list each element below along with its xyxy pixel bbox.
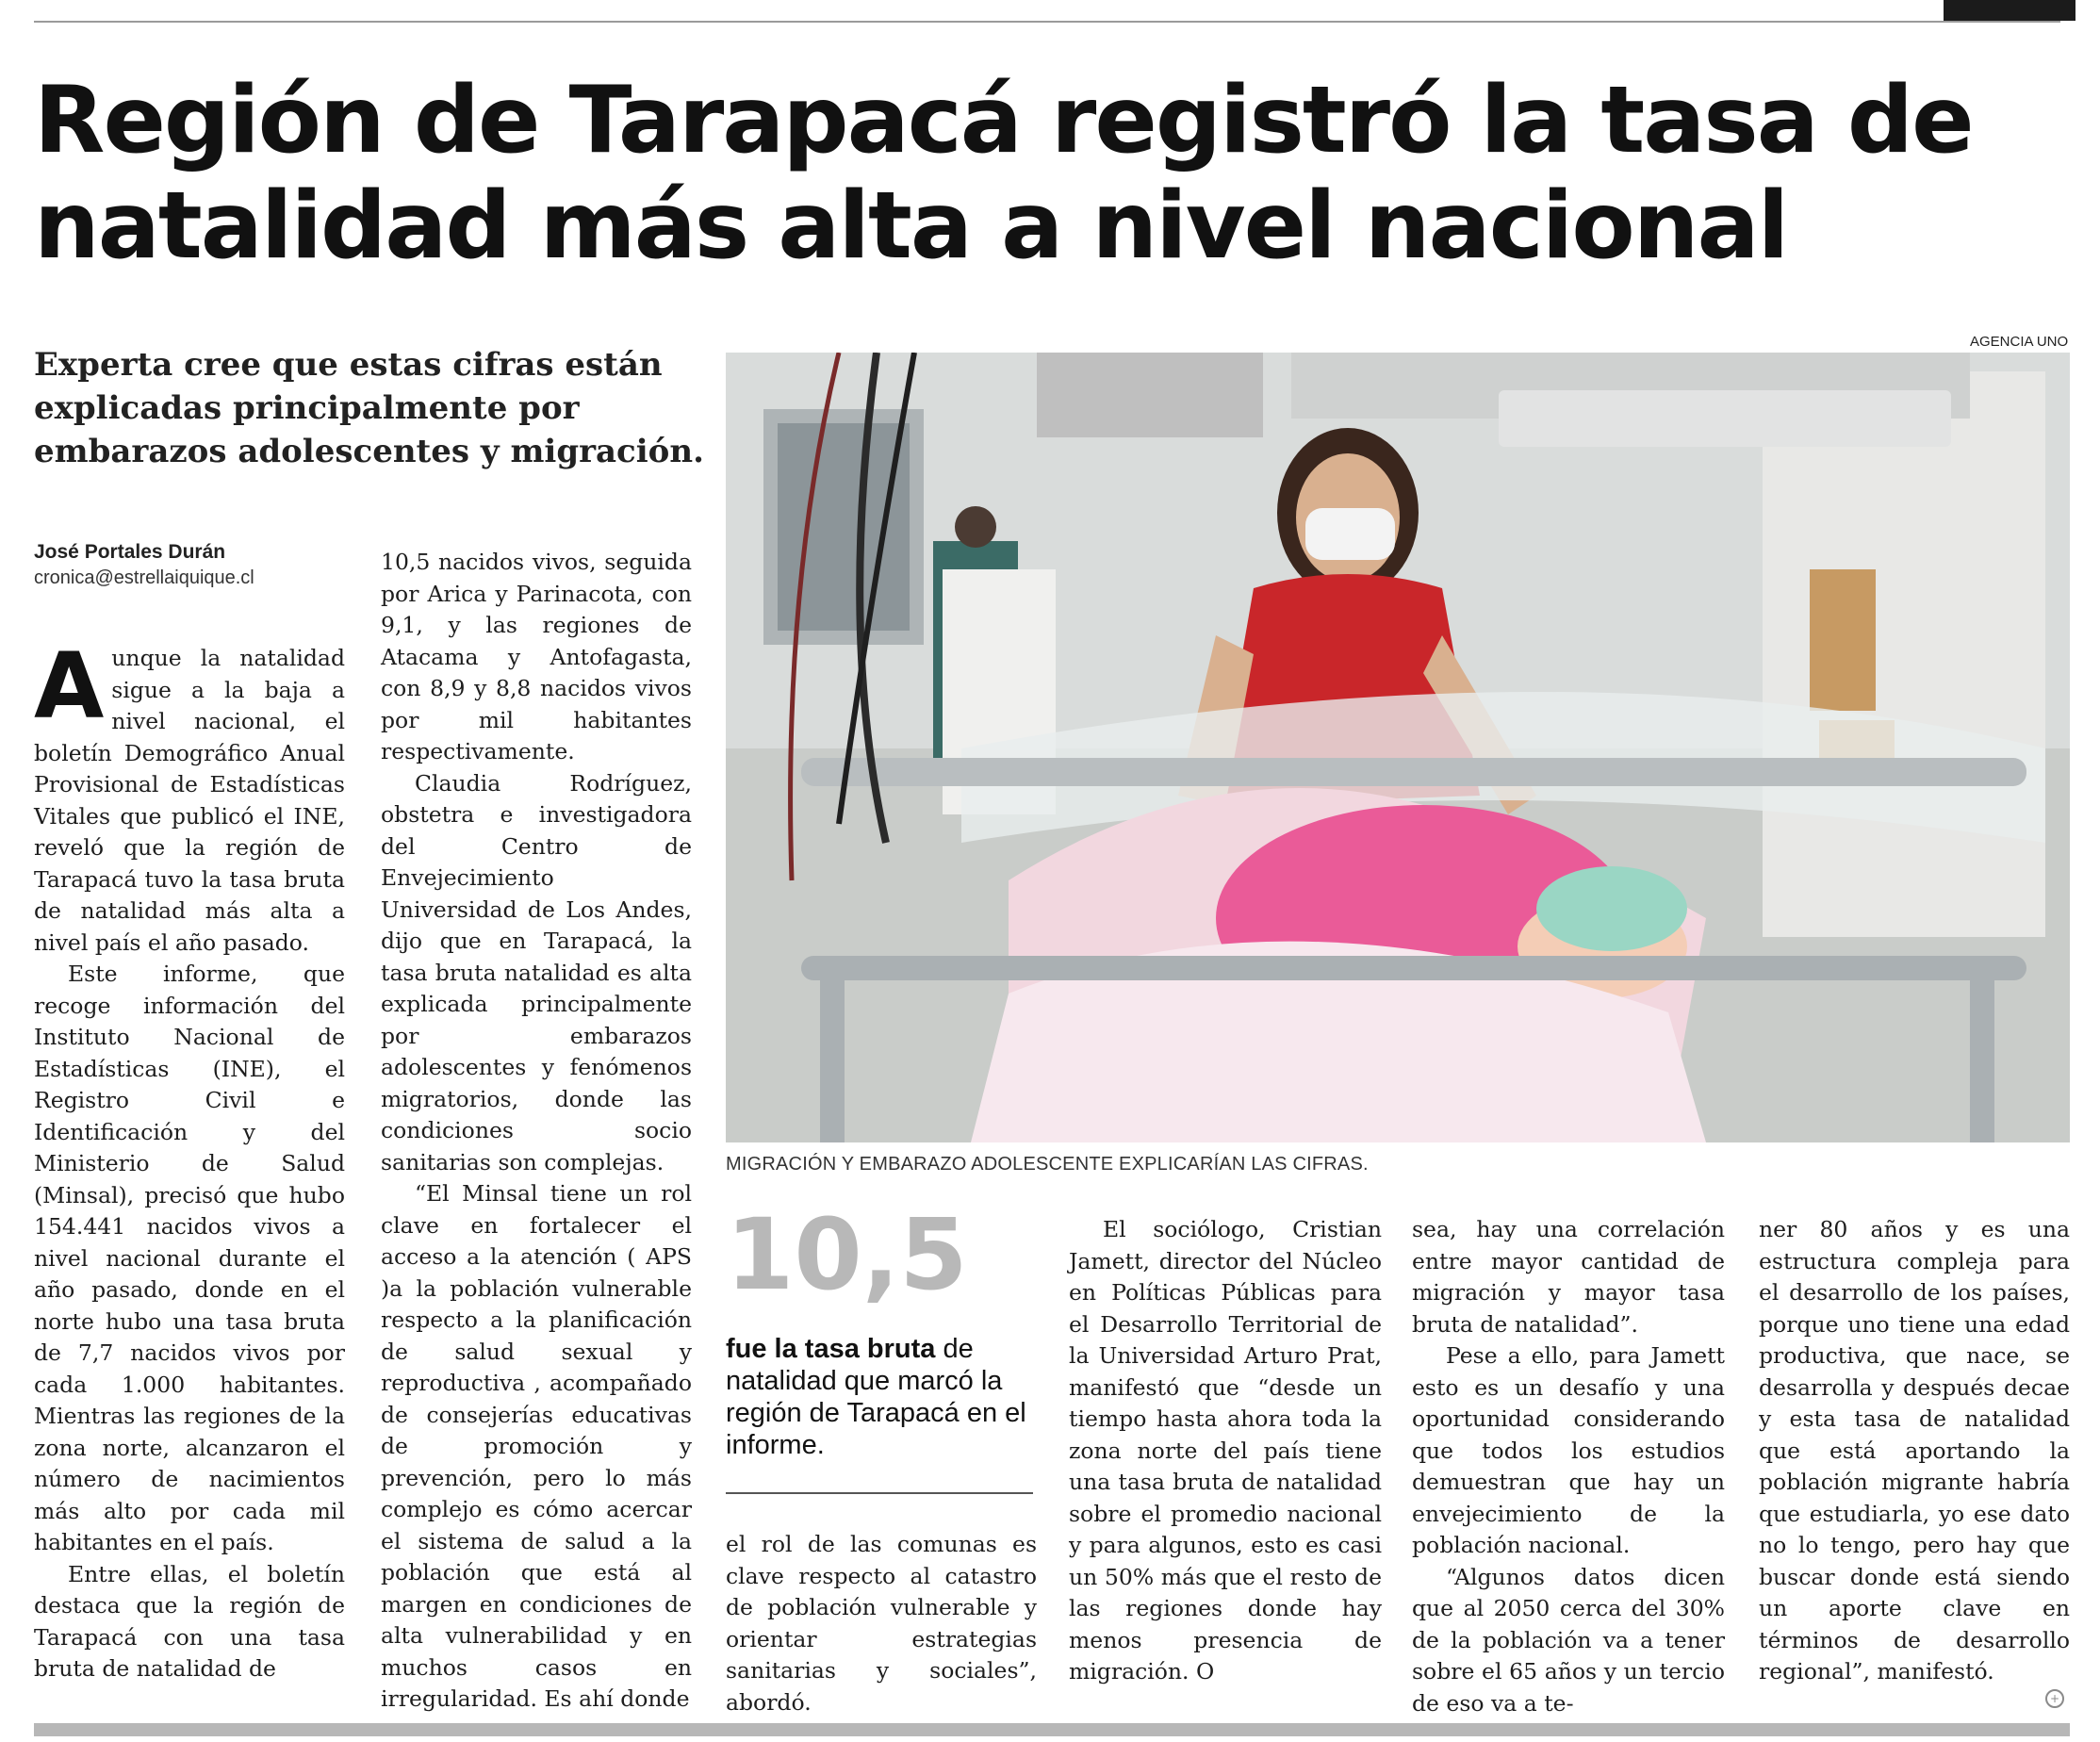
article-paragraph-3: Entre ellas, el boletín destaca que la región de Tarapacá con una tasa bruta de natalidad de: [34, 1560, 345, 1682]
photo-caption: MIGRACIÓN Y EMBARAZO ADOLESCENTE EXPLICARÍAN LAS CIFRAS.: [726, 1154, 1369, 1175]
article-column-5: [1412, 1214, 1725, 1719]
article-column-3: [726, 1529, 1037, 1718]
article-paragraph-4: Claudia Rodríguez, obstetra e investigadora del Centro de Envejecimiento Universidad de Los Andes, dijo que en Tarapacá, la tasa bruta natalidad es alta explicada principalmente por embarazos adolescentes y fenómenos migratorios, donde las condiciones socio sanitarias son complejas.: [381, 769, 692, 1175]
article-paragraph-8: “Algunos datos dicen que al 2050 cerca del 30% de la población va a tener sobre el 65 años y un tercio de eso va a te-: [1412, 1563, 1725, 1717]
top-black-block: [1944, 0, 2075, 21]
article-column-4: [1069, 1214, 1382, 1688]
end-of-article-icon: +: [2045, 1689, 2064, 1708]
article-paragraph-6: El sociólogo, Cristian Jamett, director del Núcleo en Políticas Públicas para el Desarrollo Territorial de la Universidad Arturo Prat, manifestó que “desde un tiempo hasta ahora toda la zona norte del país tiene una tasa bruta de natalidad sobre el promedio nacional y para algunos, esto es casi un 50% más que el resto de las regiones donde hay menos presencia de migración. O: [1069, 1216, 1382, 1684]
article-paragraph-3-continued: 10,5 nacidos vivos, seguida por Arica y Parinacota, con 9,1, y las regiones de Atacama y Antofagasta, con 8,9 y 8,8 nacidos vivos por mil habitantes respectivamente.: [381, 549, 692, 764]
fact-text: de natalidad que marcó la región de Tarapacá en el informe.: [726, 1334, 1026, 1460]
article-paragraph-8-continued: ner 80 años y es una estructura compleja para el desarrollo de los países, porque uno tiene una edad productiva, que nace, se desarrolla y después decae y esta tasa de natalidad que está aportando la población migrante habría que estudiarla, yo ese dato no lo tengo, pero hay que buscar donde está siendo un aporte clave en términos de desarrollo regional”, manifestó.: [1759, 1216, 2070, 1684]
article-paragraph-6-continued: sea, hay una correlación entre mayor cantidad de migración y mayor tasa bruta de natalidad”.: [1412, 1216, 1725, 1338]
subheadline: [34, 343, 713, 473]
drop-cap: A: [34, 633, 105, 739]
subhead-line-2: explicadas principalmente por: [34, 389, 580, 427]
paragraph-1-text: unque la natalidad sigue a la baja a nivel nacional, el boletín Demográfico Anual Provisional de Estadísticas Vitales que publicó el INE, reveló que la región de Tarapacá tuvo la tasa bruta de natalidad más alta a nivel país el año pasado.: [34, 645, 345, 956]
byline: [34, 539, 354, 590]
author-email: cronica@estrellaiquique.cl: [34, 567, 254, 588]
article-column-1: [34, 633, 345, 1685]
headline-line-1: Región de Tarapacá registró la tasa de: [34, 67, 1973, 174]
article-paragraph-5: “El Minsal tiene un rol clave en fortalecer el acceso a la atención ( APS )a la población vulnerable respecto a la planificación de salud sexual y reproductiva , acompañado de consejerías educativas de promoción y prevención, pero lo más complejo es cómo acercar el sistema de salud a la población que está al margen en condiciones de alta vulnerabilidad y en muchos casos en irregularidad. Es ahí donde: [381, 1180, 692, 1712]
photo-credit: AGENCIA UNO: [1970, 334, 2069, 350]
article-paragraph-2: Este informe, que recoge información del Instituto Nacional de Estadísticas (INE), el Registro Civil e Identificación y del Ministerio de Salud (Minsal), precisó que hubo 154.441 nacidos vivos a nivel nacional durante el año pasado, donde en el norte hubo una tasa bruta de 7,7 nacidos vivos por cada 1.000 habitantes. Mientras las regiones de la zona norte, alcanzaron el número de nacimientos más alto por cada mil habitantes en el país.: [34, 961, 345, 1555]
news-photo: [726, 353, 2070, 1142]
fact-bold-text: fue la tasa bruta: [726, 1334, 936, 1364]
article-column-6: [1759, 1214, 2070, 1688]
article-column-2: [381, 547, 692, 1716]
fact-number: 10,5: [726, 1197, 968, 1312]
fact-divider: [726, 1492, 1033, 1494]
article-paragraph-5-continued: el rol de las comunas es clave respecto al catastro de población vulnerable y orientar estrategias sanitarias y sociales”, abordó.: [726, 1531, 1037, 1716]
subhead-line-3: embarazos adolescentes y migración.: [34, 433, 704, 470]
top-rule: [34, 21, 2060, 23]
bottom-bar: [34, 1723, 2070, 1736]
article-paragraph-1: [34, 633, 345, 959]
fact-box: [726, 1333, 1037, 1461]
subhead-line-1: Experta cree que estas cifras están: [34, 346, 663, 384]
article-paragraph-7: Pese a ello, para Jamett esto es un desafío y una oportunidad considerando que todos los estudios demuestran que hay un envejecimiento de la población nacional.: [1412, 1342, 1725, 1558]
headline-line-2: natalidad más alta a nivel nacional: [34, 173, 1788, 280]
author-name: José Portales Durán: [34, 541, 226, 563]
headline: [34, 68, 2070, 279]
